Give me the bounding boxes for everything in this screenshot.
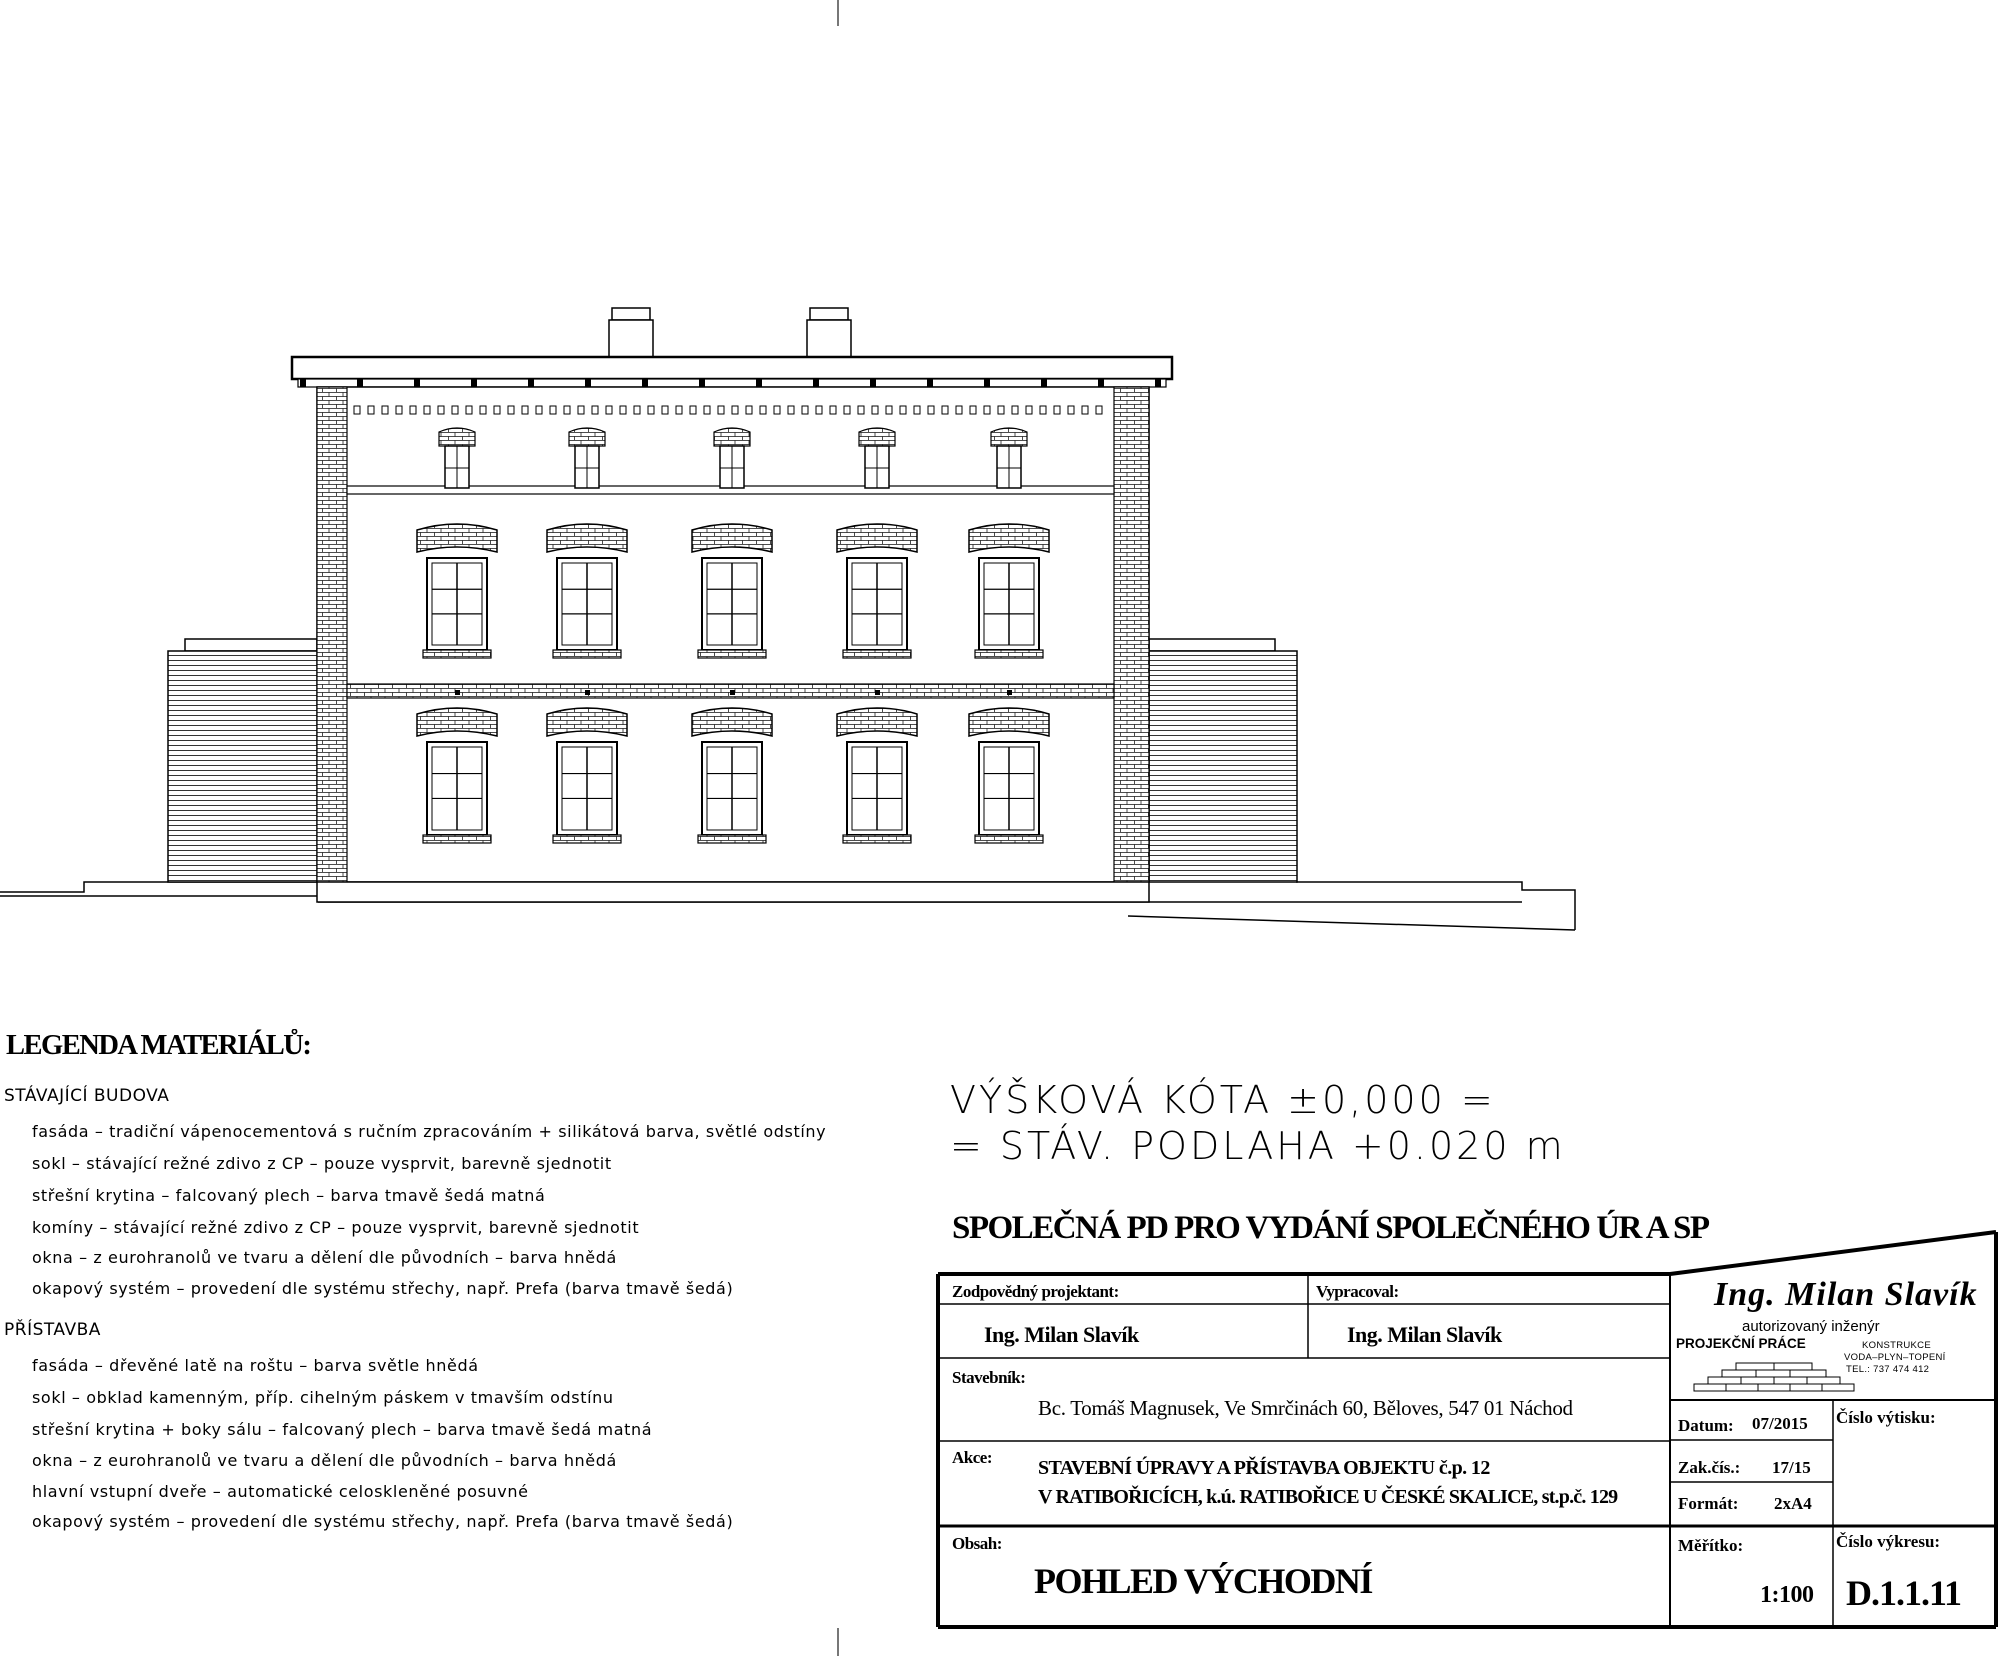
format-value: 2xA4 [1774, 1494, 1812, 1513]
format-label: Formát: [1678, 1494, 1739, 1513]
legend-item: sokl – obklad kamenným, příp. cihelným páskem v tmavším odstínu [32, 1388, 614, 1407]
attic-window [714, 428, 750, 488]
logo-role: autorizovaný inženýr [1742, 1318, 1880, 1335]
elevation-note-line1: VÝŠKOVÁ KÓTA ±0,000 = [950, 1078, 1496, 1122]
date-label: Datum: [1678, 1416, 1734, 1435]
legend-item: okna – z eurohranolů ve tvaru a dělení dle původních – barva hnědá [32, 1248, 617, 1267]
scale-label: Měřítko: [1678, 1536, 1744, 1555]
legend-item: střešní krytina – falcovaný plech – barva tmavě šedá matná [32, 1186, 546, 1205]
client-value: Bc. Tomáš Magnusek, Ve Smrčinách 60, Běloves, 547 01 Náchod [1038, 1396, 1573, 1420]
logo-field2: VODA–PLYN–TOPENÍ [1844, 1352, 1946, 1363]
legend-title: LEGENDA MATERIÁLŮ: [6, 1030, 311, 1061]
main-building [292, 308, 1172, 902]
chimney-right [807, 308, 851, 360]
legend-item: komíny – stávající režné zdivo z CP – pouze vysprvit, barevně sjednotit [32, 1218, 640, 1237]
legend-item: okapový systém – provedení dle systému střechy, např. Prefa (barva tmavě šedá) [32, 1279, 734, 1298]
logo-works: PROJEKČNÍ PRÁCE [1676, 1336, 1806, 1351]
responsible-label: Zodpovědný projektant: [952, 1282, 1119, 1301]
chimney-left [609, 308, 653, 360]
responsible-value: Ing. Milan Slavík [984, 1322, 1139, 1347]
content-label: Obsah: [952, 1534, 1002, 1553]
attic-window [439, 428, 475, 488]
client-label: Stavebník: [952, 1368, 1026, 1387]
main-window [837, 524, 917, 658]
logo-phone: TEL.: 737 474 412 [1846, 1364, 1930, 1375]
copy-number-label: Číslo výtisku: [1836, 1408, 1936, 1427]
main-window [969, 524, 1049, 658]
document-banner: SPOLEČNÁ PD PRO VYDÁNÍ SPOLEČNÉHO ÚR A SP [952, 1210, 1709, 1246]
date-value: 07/2015 [1752, 1414, 1808, 1433]
action-label: Akce: [952, 1448, 992, 1467]
logo-field1: KONSTRUKCE [1862, 1340, 1931, 1351]
main-window [692, 708, 772, 843]
job-label: Zak.čís.: [1678, 1458, 1741, 1477]
attic-window [569, 428, 605, 488]
attic-window [859, 428, 895, 488]
main-window [969, 708, 1049, 843]
logo-name: Ing. Milan Slavík [1714, 1276, 1978, 1313]
legend-item: okna – z eurohranolů ve tvaru a dělení dle původních – barva hnědá [32, 1451, 617, 1470]
main-window [547, 708, 627, 843]
attic-window [991, 428, 1027, 488]
main-window [837, 708, 917, 843]
left-extension [168, 639, 318, 882]
scale-value: 1:100 [1760, 1582, 1814, 1608]
legend-item: fasáda – dřevěné latě na roštu – barva světle hnědá [32, 1356, 479, 1375]
action-line1: STAVEBNÍ ÚPRAVY A PŘÍSTAVBA OBJEKTU č.p. 12 [1038, 1457, 1490, 1479]
legend-item: střešní krytina + boky sálu – falcovaný plech – barva tmavě šedá matná [32, 1420, 653, 1439]
legend-existing-heading: STÁVAJÍCÍ BUDOVA [4, 1086, 170, 1106]
legend-item: sokl – stávající režné zdivo z CP – pouze vysprvit, barevně sjednotit [32, 1154, 612, 1173]
job-value: 17/15 [1772, 1458, 1811, 1477]
right-extension [1149, 639, 1297, 882]
legend-extension-heading: PŘÍSTAVBA [4, 1320, 101, 1340]
main-window [547, 524, 627, 658]
main-window [692, 524, 772, 658]
elevation-note-line2: = STÁV. PODLAHA +0.020 m [950, 1124, 1566, 1168]
prepared-label: Vypracoval: [1316, 1282, 1399, 1301]
main-window [417, 708, 497, 843]
legend-item: okapový systém – provedení dle systému střechy, např. Prefa (barva tmavě šedá) [32, 1512, 734, 1531]
main-window [417, 524, 497, 658]
legend-item: hlavní vstupní dveře – automatické celoskleněné posuvné [32, 1482, 529, 1501]
prepared-value: Ing. Milan Slavík [1347, 1322, 1502, 1347]
logo-bricks [1694, 1363, 1854, 1391]
drawing-number-value: D.1.1.11 [1846, 1573, 1962, 1613]
drawing-number-label: Číslo výkresu: [1836, 1532, 1941, 1551]
content-value: POHLED VÝCHODNÍ [1034, 1561, 1372, 1601]
legend-item: fasáda – tradiční vápenocementová s ručním zpracováním + silikátová barva, světlé odstíny [32, 1122, 827, 1141]
action-line2: V RATIBOŘICÍCH, k.ú. RATIBOŘICE U ČESKÉ SKALICE, st.p.č. 129 [1038, 1486, 1618, 1508]
